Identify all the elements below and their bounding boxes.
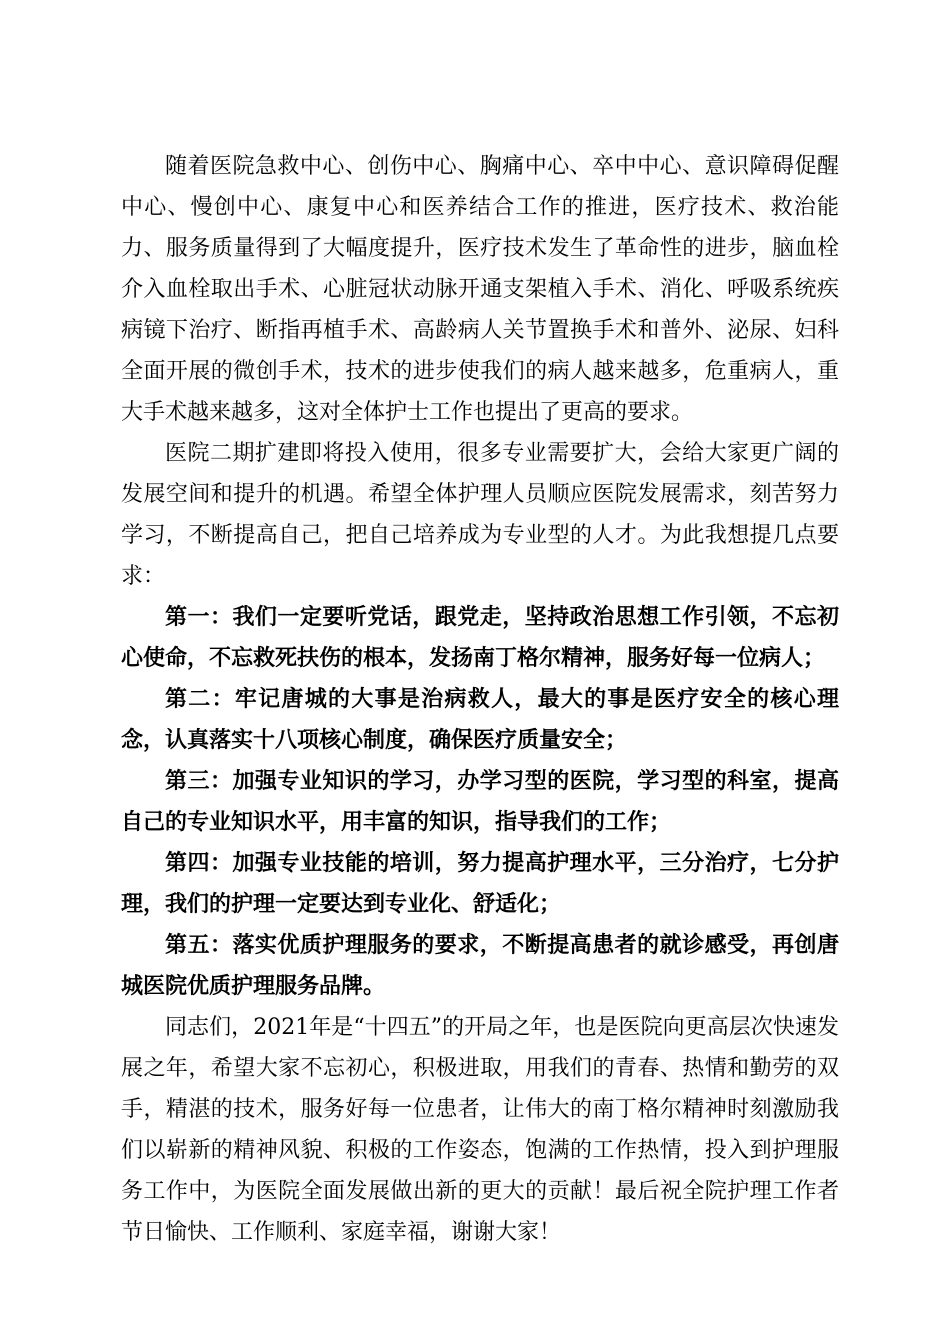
paragraph-expansion: 医院二期扩建即将投入使用，很多专业需要扩大，会给大家更广阔的发展空间和提升的机遇。希望全体护理人员顺应医院发展需求，刻苦努力学习，不断提高自己，把自己培养成为专业型的人才。为此我想提几点要求： — [121, 441, 839, 589]
paragraph-closing: 同志们，2021年是“十四五”的开局之年，也是医院向更高层次快速发展之年，希望大家不忘初心，积极进取，用我们的青春、热情和勤劳的双手，精湛的技术，服务好每一位患者，让伟大的南丁格尔精神时刻激励我们以崭新的精神风貌、积极的工作姿态，饱满的工作热情，投入到护理服务工作中，为医院全面发展做出新的更大的贡献！最后祝全院护理工作者节日愉快、工作顺利、家庭幸福，谢谢大家！ — [121, 1015, 839, 1245]
requirement-first: 第一：我们一定要听党话，跟党走，坚持政治思想工作引领，不忘初心使命，不忘救死扶伤的根本，发扬南丁格尔精神，服务好每一位病人； — [121, 604, 839, 671]
requirement-fifth: 第五：落实优质护理服务的要求，不断提高患者的就诊感受，再创唐城医院优质护理服务品牌。 — [121, 932, 839, 999]
requirement-second: 第二：牢记唐城的大事是治病救人，最大的事是医疗安全的核心理念，认真落实十八项核心制度，确保医疗质量安全； — [121, 686, 839, 753]
document-page — [121, 146, 839, 1253]
paragraph-intro-progress: 随着医院急救中心、创伤中心、胸痛中心、卒中中心、意识障碍促醒中心、慢创中心、康复中心和医养结合工作的推进，医疗技术、救治能力、服务质量得到了大幅度提升，医疗技术发生了革命性的进步，脑血栓介入血栓取出手术、心脏冠状动脉开通支架植入手术、消化、呼吸系统疾病镜下治疗、断指再植手术、高龄病人关节置换手术和普外、泌尿、妇科全面开展的微创手术，技术的进步使我们的病人越来越多，危重病人，重大手术越来越多，这对全体护士工作也提出了更高的要求。 — [121, 154, 839, 425]
requirement-third: 第三：加强专业知识的学习，办学习型的医院，学习型的科室，提高自己的专业知识水平，用丰富的知识，指导我们的工作； — [121, 768, 839, 835]
requirement-fourth: 第四：加强专业技能的培训，努力提高护理水平，三分治疗，七分护理，我们的护理一定要达到专业化、舒适化； — [121, 850, 839, 917]
